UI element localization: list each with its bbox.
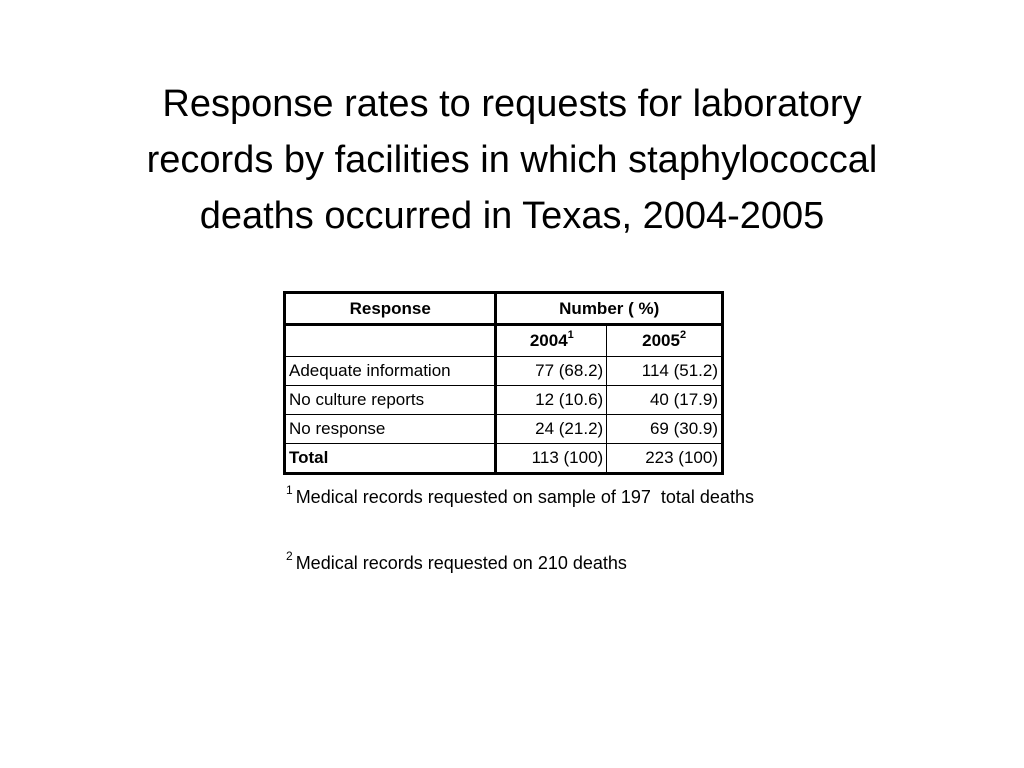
year-2004-header xyxy=(496,325,607,357)
response-rates-table xyxy=(283,291,724,475)
total-label: Total xyxy=(285,444,496,474)
total-value-2005: 223 (100) xyxy=(607,444,723,474)
table-row xyxy=(285,386,723,415)
row-label: Adequate information xyxy=(285,357,496,386)
year-row-blank xyxy=(285,325,496,357)
table-header-row xyxy=(285,293,723,325)
year-2005-label: 2005 xyxy=(642,331,680,350)
row-value-2004: 24 (21.2) xyxy=(496,415,607,444)
table-row xyxy=(285,357,723,386)
row-label: No culture reports xyxy=(285,386,496,415)
year-2005-header xyxy=(607,325,723,357)
title-line-3: deaths occurred in Texas, 2004-2005 xyxy=(199,195,825,237)
footnote-1 xyxy=(286,483,754,508)
slide-title xyxy=(60,76,964,244)
year-2004-footnote-mark: 1 xyxy=(567,329,574,341)
title-line-2: records by facilities in which staphylococcal xyxy=(146,139,878,181)
row-value-2005: 114 (51.2) xyxy=(607,357,723,386)
row-value-2004: 77 (68.2) xyxy=(496,357,607,386)
row-value-2005: 69 (30.9) xyxy=(607,415,723,444)
table-row xyxy=(285,415,723,444)
row-label: No response xyxy=(285,415,496,444)
row-value-2004: 12 (10.6) xyxy=(496,386,607,415)
header-number: Number ( %) xyxy=(496,293,723,325)
table-total-row xyxy=(285,444,723,474)
footnote-1-text: Medical records requested on sample of 197 total deaths xyxy=(295,487,754,507)
footnote-2 xyxy=(286,549,627,574)
year-2004-label: 2004 xyxy=(529,331,568,350)
footnote-1-mark: 1 xyxy=(286,483,293,497)
total-value-2004: 113 (100) xyxy=(496,444,607,474)
table-year-row xyxy=(285,325,723,357)
row-value-2005: 40 (17.9) xyxy=(607,386,723,415)
footnote-2-mark: 2 xyxy=(286,549,293,563)
year-2005-footnote-mark: 2 xyxy=(679,329,687,341)
header-response: Response xyxy=(285,293,496,325)
footnote-2-text: Medical records requested on 210 deaths xyxy=(295,553,627,573)
title-line-1: Response rates to requests for laboratory xyxy=(162,83,862,125)
